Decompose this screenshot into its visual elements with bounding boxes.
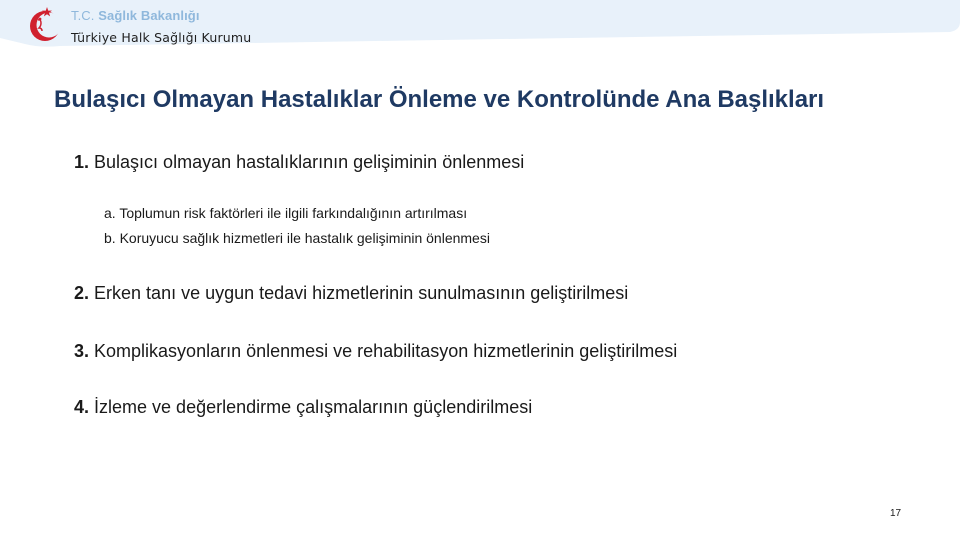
item-number: 1. — [74, 152, 90, 172]
ministry-name — [71, 8, 200, 23]
item-text: Bulaşıcı olmayan hastalıklarının gelişiminin önlenmesi — [94, 152, 525, 172]
list-item-3 — [74, 341, 677, 362]
item-text: İzleme ve değerlendirme çalışmalarının güçlendirilmesi — [94, 397, 533, 417]
item-number: 2. — [74, 283, 90, 303]
list-item-1 — [74, 152, 524, 173]
item-text: Erken tanı ve uygun tedavi hizmetlerinin sunulmasının geliştirilmesi — [94, 283, 629, 303]
item-number: 4. — [74, 397, 90, 417]
ministry-title: Sağlık Bakanlığı — [98, 8, 200, 23]
slide-title: Bulaşıcı Olmayan Hastalıklar Önleme ve Kontrolünde Ana Başlıkları — [54, 86, 825, 113]
sub-item-b: b. Koruyucu sağlık hizmetleri ile hastalık gelişiminin önlenmesi — [104, 230, 490, 246]
page-number: 17 — [890, 508, 902, 519]
list-item-4 — [74, 397, 532, 418]
list-item-2 — [74, 283, 628, 304]
item-text: Komplikasyonların önlenmesi ve rehabilitasyon hizmetlerinin geliştirilmesi — [94, 341, 678, 361]
institute-name: Türkiye Halk Sağlığı Kurumu — [71, 30, 252, 45]
ministry-prefix: T.C. — [71, 8, 95, 23]
item-number: 3. — [74, 341, 90, 361]
ministry-star-crescent-logo — [27, 4, 69, 44]
sub-item-a: a. Toplumun risk faktörleri ile ilgili farkındalığının artırılması — [104, 205, 468, 221]
